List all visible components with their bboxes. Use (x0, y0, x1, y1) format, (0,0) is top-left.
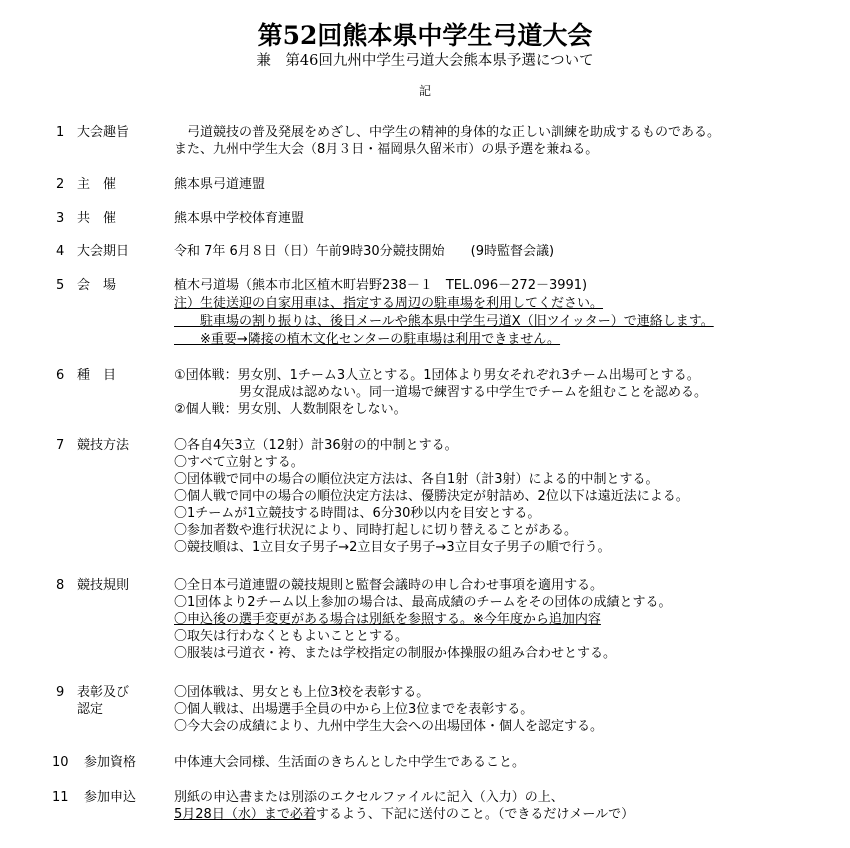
section-10-line-1: 中体連大会同様、生活面のきちんとした中学生であること。 (174, 755, 526, 770)
section-5-line-2: 注）生徒送迎の自家用車は、指定する周辺の駐車場を利用してください。 (174, 296, 604, 311)
section-9-line-2: 〇個人戦は、出場選手全員の中から上位3位までを表彰する。 (174, 702, 534, 717)
section-7-line-3: 〇団体戦で同中の場合の順位決定方法は、各自1射（計3射）による的中制とする。 (174, 472, 659, 487)
section-1-number: 1 (56, 125, 65, 140)
section-8-number: 8 (56, 578, 65, 593)
section-9-line-1: 〇団体戦は、男女とも上位3校を表彰する。 (174, 685, 430, 700)
section-5-line-1: 植木弓道場（熊本市北区植木町岩野238－１ TEL.096－272－3991) (174, 278, 588, 293)
section-7-line-6: 〇参加者数や進行状況により、同時打起しに切り替えることがある。 (174, 523, 578, 538)
section-5-line-3: 駐車場の割り振りは、後日メールや熊本県中学生弓道X（旧ツイッター）で連絡します。 (174, 314, 714, 329)
section-5-label: 会 場 (77, 278, 117, 293)
page-subtitle: 兼 第46回九州中学生弓道大会熊本県予選について (256, 53, 594, 69)
section-6-line-3: ②個人戦：男女別、人数制限をしない。 (174, 402, 407, 417)
section-3-number: 3 (56, 211, 65, 226)
section-9-number: 9 (56, 685, 65, 700)
section-7-line-4: 〇個人戦で同中の場合の順位決定方法は、優勝決定が射詰め、2位以下は遠近法による。 (174, 489, 689, 504)
section-6-line-2: 男女混成は認めない。同一道場で練習する中学生でチームを組むことを認める。 (174, 385, 708, 400)
section-10-label: 参加資格 (84, 755, 137, 770)
section-8-line-1: 〇全日本弓道連盟の競技規則と監督会議時の申し合わせ事項を適用する。 (174, 578, 604, 593)
section-11-label: 参加申込 (84, 790, 137, 805)
section-1-line-1: 弓道競技の普及発展をめざし、中学生の精神的身体的な正しい訓練を助成するものである。 (174, 125, 721, 140)
section-6-number: 6 (56, 368, 65, 383)
section-9-line-3: 〇今大会の成績により、九州中学生大会への出場団体・個人を認定する。 (174, 719, 604, 734)
section-2-label: 主 催 (77, 177, 117, 192)
section-7-number: 7 (56, 438, 65, 453)
section-3-label: 共 催 (77, 211, 117, 226)
section-7-line-7: 〇競技順は、1立目女子男子→2立目女子男子→3立目女子男子の順で行う。 (174, 540, 611, 555)
section-6-line-1: ①団体戦：男女別、1チーム3人立とする。1団体より男女それぞれ3チーム出場可とする。 (174, 368, 700, 383)
section-3-line-1: 熊本県中学校体育連盟 (174, 211, 305, 226)
section-10-number: 10 (52, 755, 69, 770)
section-1-line-2: また、九州中学生大会（8月３日・福岡県久留米市）の県予選を兼ねる。 (174, 142, 599, 157)
section-1-label: 大会趣旨 (77, 125, 130, 140)
section-4-line-1: 令和 7年 6月８日（日）午前9時30分競技開始 (9時監督会議) (174, 244, 555, 259)
section-8-line-2: 〇1団体より2チーム以上参加の場合は、最高成績のチームをその団体の成績とする。 (174, 595, 672, 610)
ki-marker: 記 (418, 84, 431, 98)
deadline-suffix: するよう、下記に送付のこと。（できるだけメールで） (315, 807, 635, 822)
section-9-label-2: 認定 (77, 702, 104, 717)
section-4-label: 大会期日 (77, 244, 130, 259)
section-7-line-5: 〇1チームが1立競技する時間は、6分30秒以内を目安とする。 (174, 506, 541, 521)
section-2-line-1: 熊本県弓道連盟 (174, 177, 266, 192)
section-8-line-4: 〇取矢は行わなくともよいこととする。 (174, 629, 409, 644)
section-11-line-2 (174, 806, 634, 823)
section-4-number: 4 (56, 244, 65, 259)
section-8-line-3: 〇申込後の選手変更がある場合は別紙を参照する。※今年度から追加内容 (174, 612, 601, 627)
section-5-number: 5 (56, 278, 65, 293)
section-5-line-4: ※重要→隣接の植木文化センターの駐車場は利用できません。 (174, 332, 561, 347)
section-9-label: 表彰及び (77, 685, 130, 700)
section-11-number: 11 (52, 790, 69, 805)
section-11-line-1: 別紙の申込書または別添のエクセルファイルに記入（入力）の上、 (174, 790, 564, 805)
section-7-line-1: 〇各自4矢3立（12射）計36射の的中制とする。 (174, 438, 458, 453)
deadline-text: 5月28日（水）まで必着 (174, 807, 316, 822)
page-title: 第52回熊本県中学生弓道大会 (257, 21, 593, 50)
section-6-label: 種 目 (77, 368, 117, 383)
section-2-number: 2 (56, 177, 65, 192)
section-7-line-2: 〇すべて立射とする。 (174, 455, 304, 470)
section-8-line-5: 〇服装は弓道衣・袴、または学校指定の制服か体操服の組み合わせとする。 (174, 646, 617, 661)
section-7-label: 競技方法 (77, 438, 130, 453)
section-8-label: 競技規則 (77, 578, 130, 593)
